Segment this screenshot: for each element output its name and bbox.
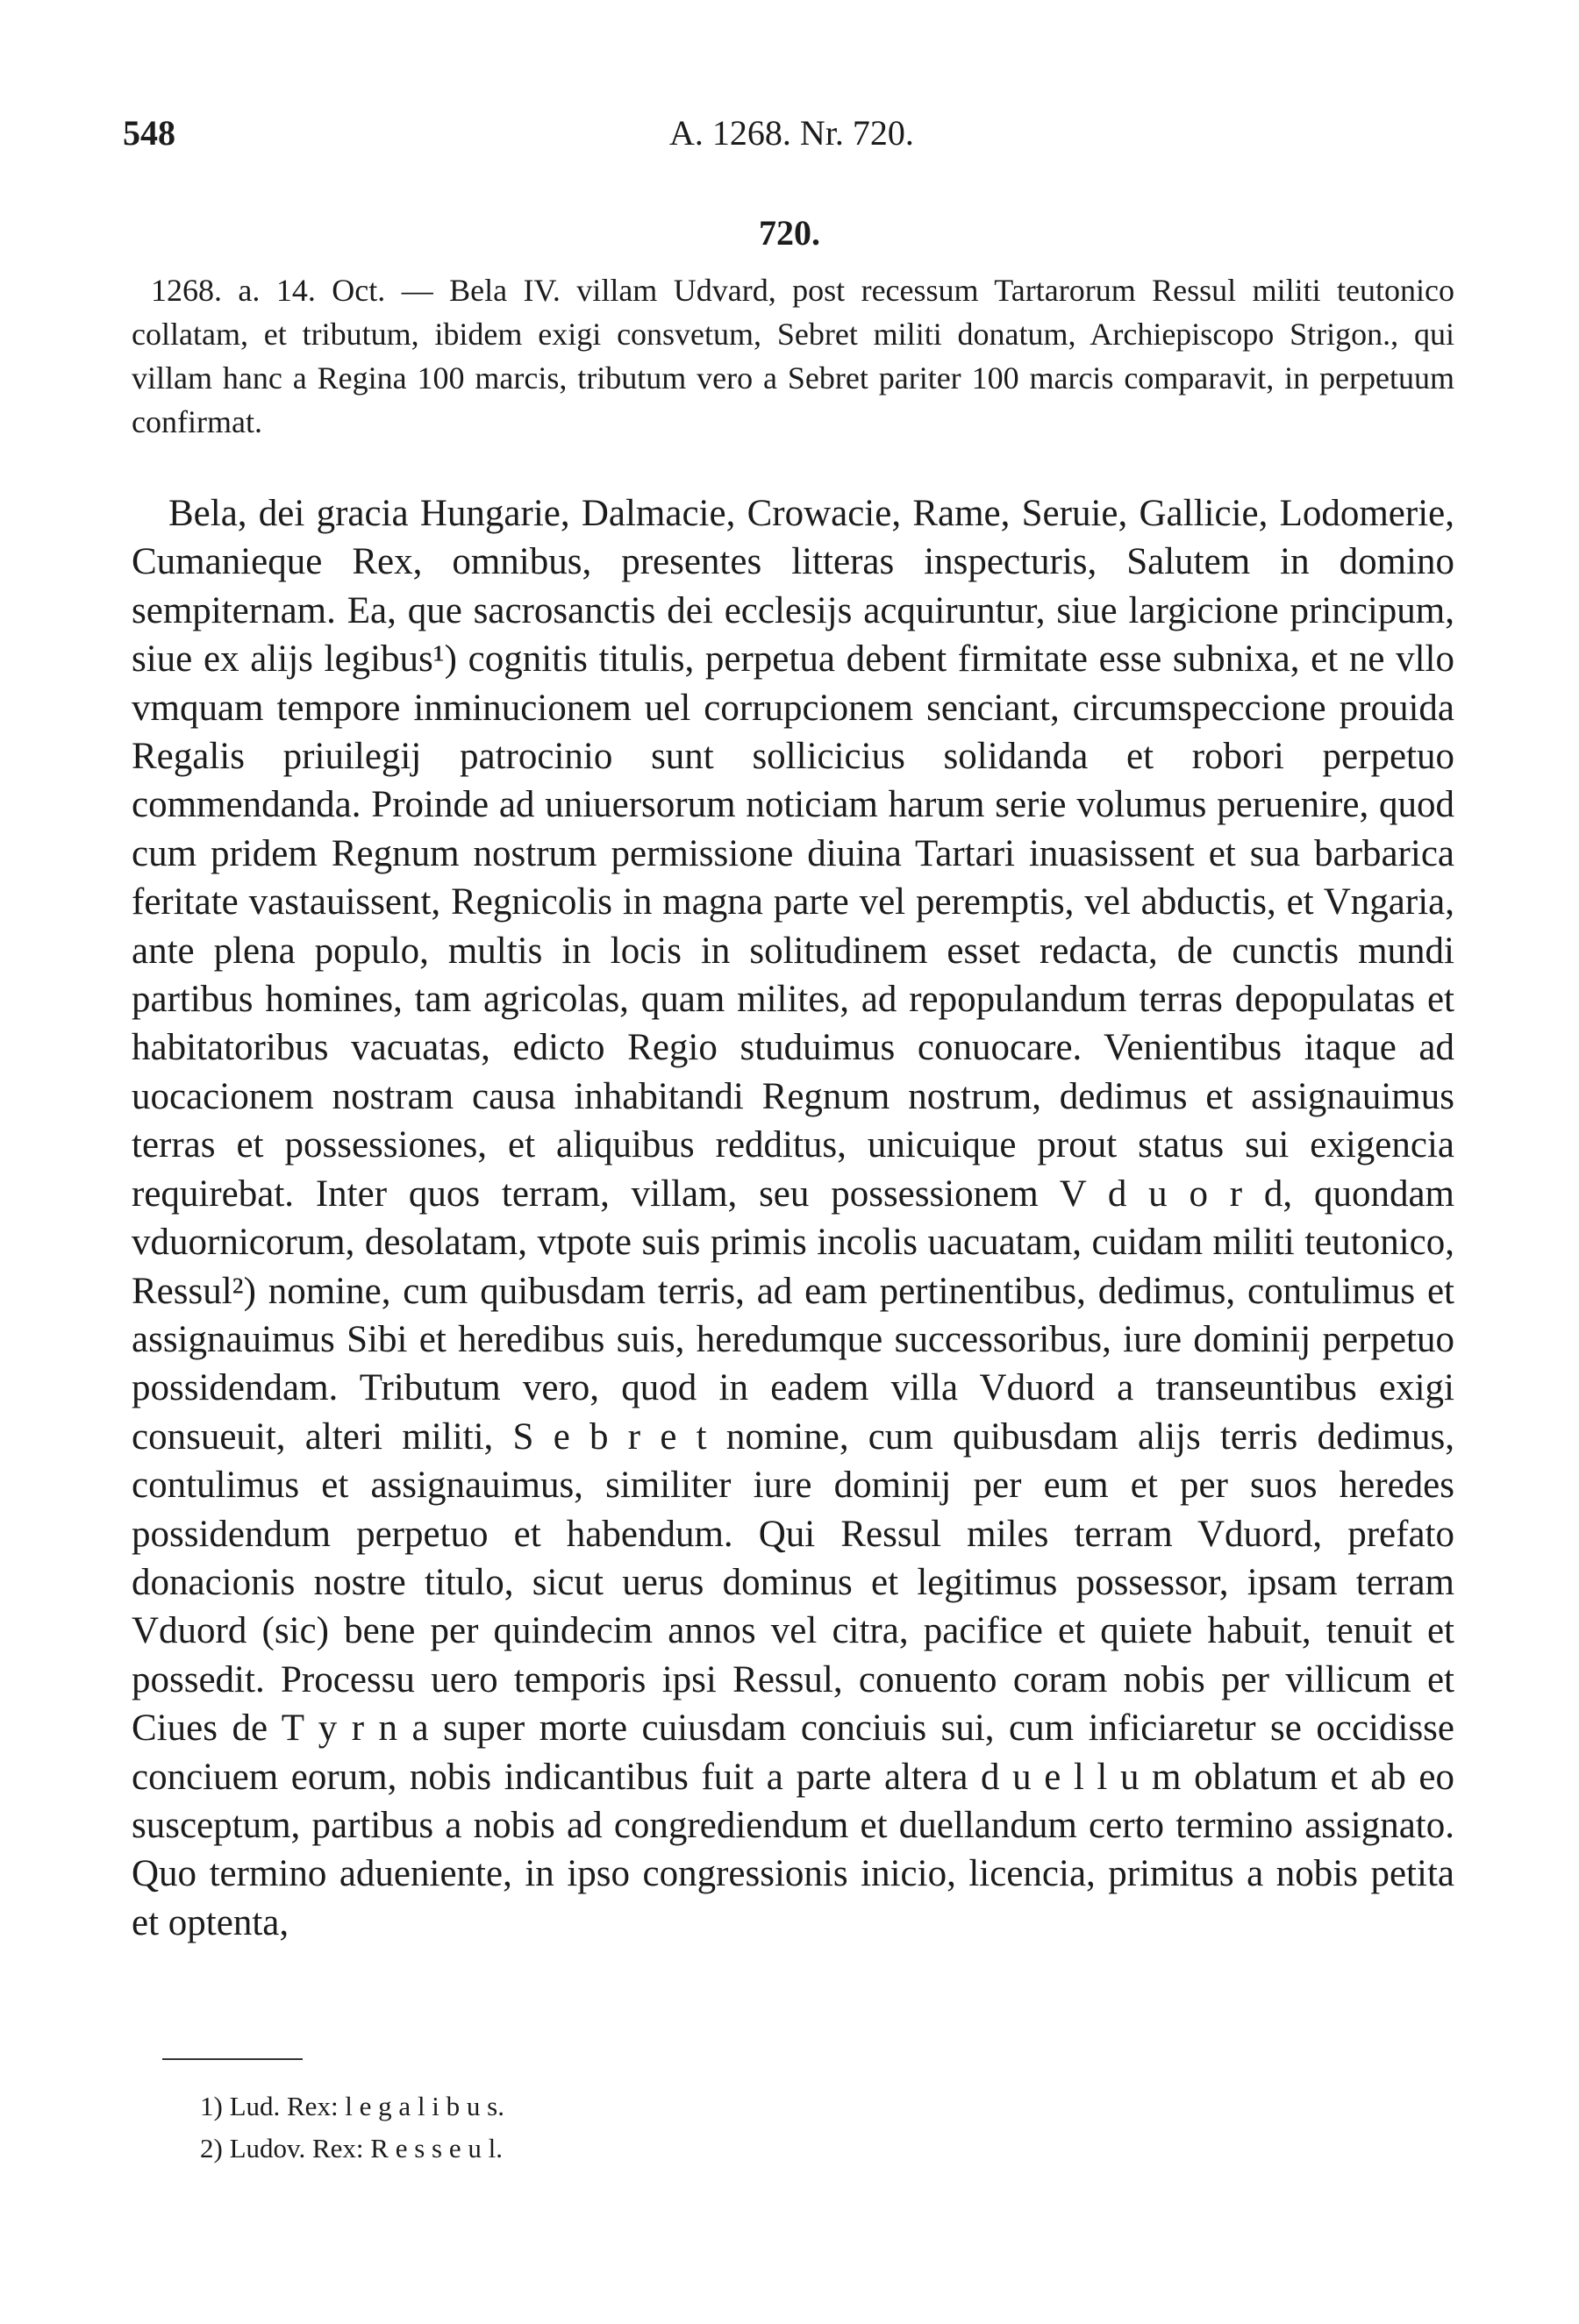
document-summary: 1268. a. 14. Oct. — Bela IV. villam Udvard, post recessum Tartarorum Ressul militi teutonico collatam, et tributum, ibidem exigi consvetum, Sebret militi donatum, Archiepiscopo Strigon., qui villam hanc a Regina 100 marcis, tributum vero a Sebret pariter 100 marcis comparavit, in perpetuum confirmat. [132, 273, 1454, 439]
charter-text: Bela, dei gracia Hungarie, Dalmacie, Crowacie, Rame, Seruie, Gallicie, Lodomerie, Cumanieque Rex, omnibus, presentes litteras inspecturis, Salutem in domino sempiternam. Ea, que sacrosanctis dei ecclesijs acquiruntur, siue largicione principum, siue ex alijs legibus¹) cognitis titulis, perpetua debent firmitate esse subnixa, et ne vllo vmquam tempore inminucionem uel corrupcionem senciant, circumspeccione prouida Regalis priuilegij patrocinio sunt sollicicius solidanda et robori perpetuo commendanda. Proinde ad uniuersorum noticiam harum serie volumus peruenire, quod cum pridem Regnum nostrum permissione diuina Tartari inuasissent et sua barbarica feritate vastauissent, Regnicolis in magna parte vel peremptis, vel abductis, et Vngaria, ante plena populo, multis in locis in solitudinem esset redacta, de cunctis mundi partibus homines, tam agricolas, quam milites, ad repopulandum terras depopulatas et habitatoribus vacuatas, edicto Regio studuimus conuocare. Venientibus itaque ad uocacionem nostram causa inhabitandi Regnum nostrum, dedimus et assignauimus terras et possessiones, et aliquibus redditus, unicuique prout status sui exigencia requirebat. Inter quos terram, villam, seu possessionem V d u o r d, quondam vduornicorum, desolatam, vtpote suis primis incolis uacuatam, cuidam militi teutonico, Ressul²) nomine, cum quibusdam terris, ad eam pertinentibus, dedimus, contulimus et assignauimus Sibi et heredibus suis, heredumque successoribus, iure dominij perpetuo possidendam. Tributum vero, quod in eadem villa Vduord a transeuntibus exigi consueuit, alteri militi, S e b r e t nomine, cum quibusdam alijs terris dedimus, contulimus et assignauimus, similiter iure dominij per eum et per suos heredes possidendum perpetuo et habendum. Qui Ressul miles terram Vduord, prefato donacionis nostre titulo, sicut uerus dominus et legitimus possessor, ipsam terram Vduord (sic) bene per quindecim annos vel citra, pacifice et quiete habuit, tenuit et possedit. Processu uero temporis ipsi Ressul, conuento coram nobis per villicum et Ciues de T y r n a super morte cuiusdam conciuis sui, cum inficiaretur se occidisse conciuem eorum, nobis indicantibus fuit a parte altera d u e l l u m oblatum et ab eo susceptum, partibus a nobis ad congrediendum et duellandum certo termino assignato. Quo termino adueniente, in ipso congressionis inicio, licencia, primitus a nobis petita et optenta, [132, 493, 1454, 1943]
footnote: 2) Ludov. Rex: R e s s e u l. [200, 2133, 503, 2164]
page-number: 548 [123, 113, 175, 153]
footnotes [200, 2085, 504, 2170]
running-head: A. 1268. Nr. 720. [669, 113, 914, 153]
footnote: 1) Lud. Rex: l e g a l i b u s. [200, 2091, 504, 2121]
page-header [123, 112, 1461, 165]
footnote-divider [162, 2058, 303, 2060]
document-number: 720. [759, 213, 820, 253]
